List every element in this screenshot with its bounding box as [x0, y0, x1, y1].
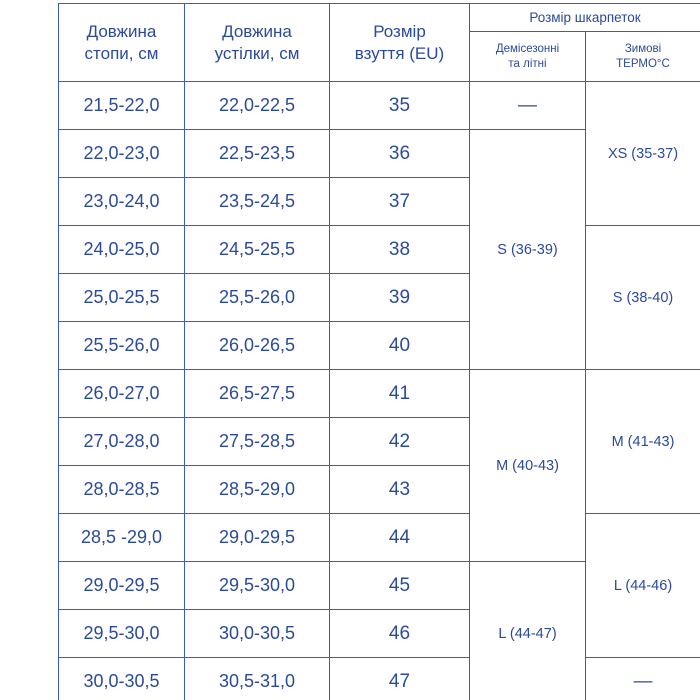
header-shoe-size-line2: взуття (EU): [354, 43, 445, 63]
header-foot-length-line1: Довжина: [86, 22, 157, 42]
cell-insole-length: 28,5-29,0: [185, 466, 330, 514]
cell-sock-demi: L (44-47): [470, 562, 586, 700]
cell-shoe-size: 45: [330, 562, 470, 610]
header-sock-winter-line1: Зимові: [624, 42, 662, 55]
header-sock-demi-line1: Демісезонні: [495, 42, 560, 55]
header-shoe-size-line1: Розмір: [373, 22, 426, 42]
cell-insole-length: 29,5-30,0: [185, 562, 330, 610]
cell-shoe-size: 36: [330, 130, 470, 178]
cell-foot-length: 28,5 -29,0: [59, 514, 185, 562]
header-sock-winter-line2: ТЕРМО°С: [616, 57, 670, 70]
cell-shoe-size: 37: [330, 178, 470, 226]
cell-foot-length: 29,0-29,5: [59, 562, 185, 610]
table-row: [59, 370, 700, 418]
cell-sock-winter: S (38-40): [586, 226, 700, 370]
cell-shoe-size: 40: [330, 322, 470, 370]
cell-sock-winter: XS (35-37): [586, 82, 700, 226]
cell-foot-length: 21,5-22,0: [59, 82, 185, 130]
header-insole-length-line2: устілки, см: [214, 43, 300, 63]
cell-insole-length: 22,0-22,5: [185, 82, 330, 130]
cell-insole-length: 27,5-28,5: [185, 418, 330, 466]
cell-sock-winter: M (41-43): [586, 370, 700, 514]
cell-insole-length: 30,5-31,0: [185, 658, 330, 700]
cell-insole-length: 26,0-26,5: [185, 322, 330, 370]
shoe-size-table: [58, 3, 700, 700]
cell-shoe-size: 38: [330, 226, 470, 274]
header-sock-demi: [470, 32, 586, 82]
table-row: [59, 514, 700, 562]
cell-foot-length: 27,0-28,0: [59, 418, 185, 466]
cell-foot-length: 22,0-23,0: [59, 130, 185, 178]
header-shoe-size: [330, 4, 470, 82]
cell-shoe-size: 44: [330, 514, 470, 562]
cell-shoe-size: 35: [330, 82, 470, 130]
cell-shoe-size: 46: [330, 610, 470, 658]
cell-sock-demi: M (40-43): [470, 370, 586, 562]
cell-insole-length: 22,5-23,5: [185, 130, 330, 178]
cell-foot-length: 25,5-26,0: [59, 322, 185, 370]
header-sock-demi-line2: та літні: [508, 57, 547, 70]
header-sock-size-group: Розмір шкарпеток: [470, 4, 700, 32]
cell-shoe-size: 39: [330, 274, 470, 322]
cell-insole-length: 23,5-24,5: [185, 178, 330, 226]
cell-sock-demi: —: [470, 82, 586, 130]
cell-sock-winter: L (44-46): [586, 514, 700, 658]
table-row: [59, 82, 700, 130]
header-foot-length-line2: стопи, см: [84, 43, 159, 63]
cell-shoe-size: 41: [330, 370, 470, 418]
cell-insole-length: 30,0-30,5: [185, 610, 330, 658]
cell-foot-length: 28,0-28,5: [59, 466, 185, 514]
cell-foot-length: 25,0-25,5: [59, 274, 185, 322]
cell-foot-length: 30,0-30,5: [59, 658, 185, 700]
cell-foot-length: 24,0-25,0: [59, 226, 185, 274]
cell-shoe-size: 43: [330, 466, 470, 514]
cell-foot-length: 23,0-24,0: [59, 178, 185, 226]
cell-insole-length: 24,5-25,5: [185, 226, 330, 274]
cell-shoe-size: 42: [330, 418, 470, 466]
cell-sock-demi: S (36-39): [470, 130, 586, 370]
table-row: [59, 226, 700, 274]
cell-insole-length: 26,5-27,5: [185, 370, 330, 418]
header-insole-length-line1: Довжина: [222, 22, 292, 42]
cell-insole-length: 25,5-26,0: [185, 274, 330, 322]
table-body: [59, 82, 700, 700]
cell-sock-winter: —: [586, 658, 700, 700]
table-row: [59, 658, 700, 700]
cell-foot-length: 26,0-27,0: [59, 370, 185, 418]
header-sock-winter: [586, 32, 700, 82]
header-insole-length: [185, 4, 330, 82]
cell-insole-length: 29,0-29,5: [185, 514, 330, 562]
cell-shoe-size: 47: [330, 658, 470, 700]
header-foot-length: [59, 4, 185, 82]
header-row-top: [59, 4, 700, 32]
cell-foot-length: 29,5-30,0: [59, 610, 185, 658]
table-header: [59, 4, 700, 82]
